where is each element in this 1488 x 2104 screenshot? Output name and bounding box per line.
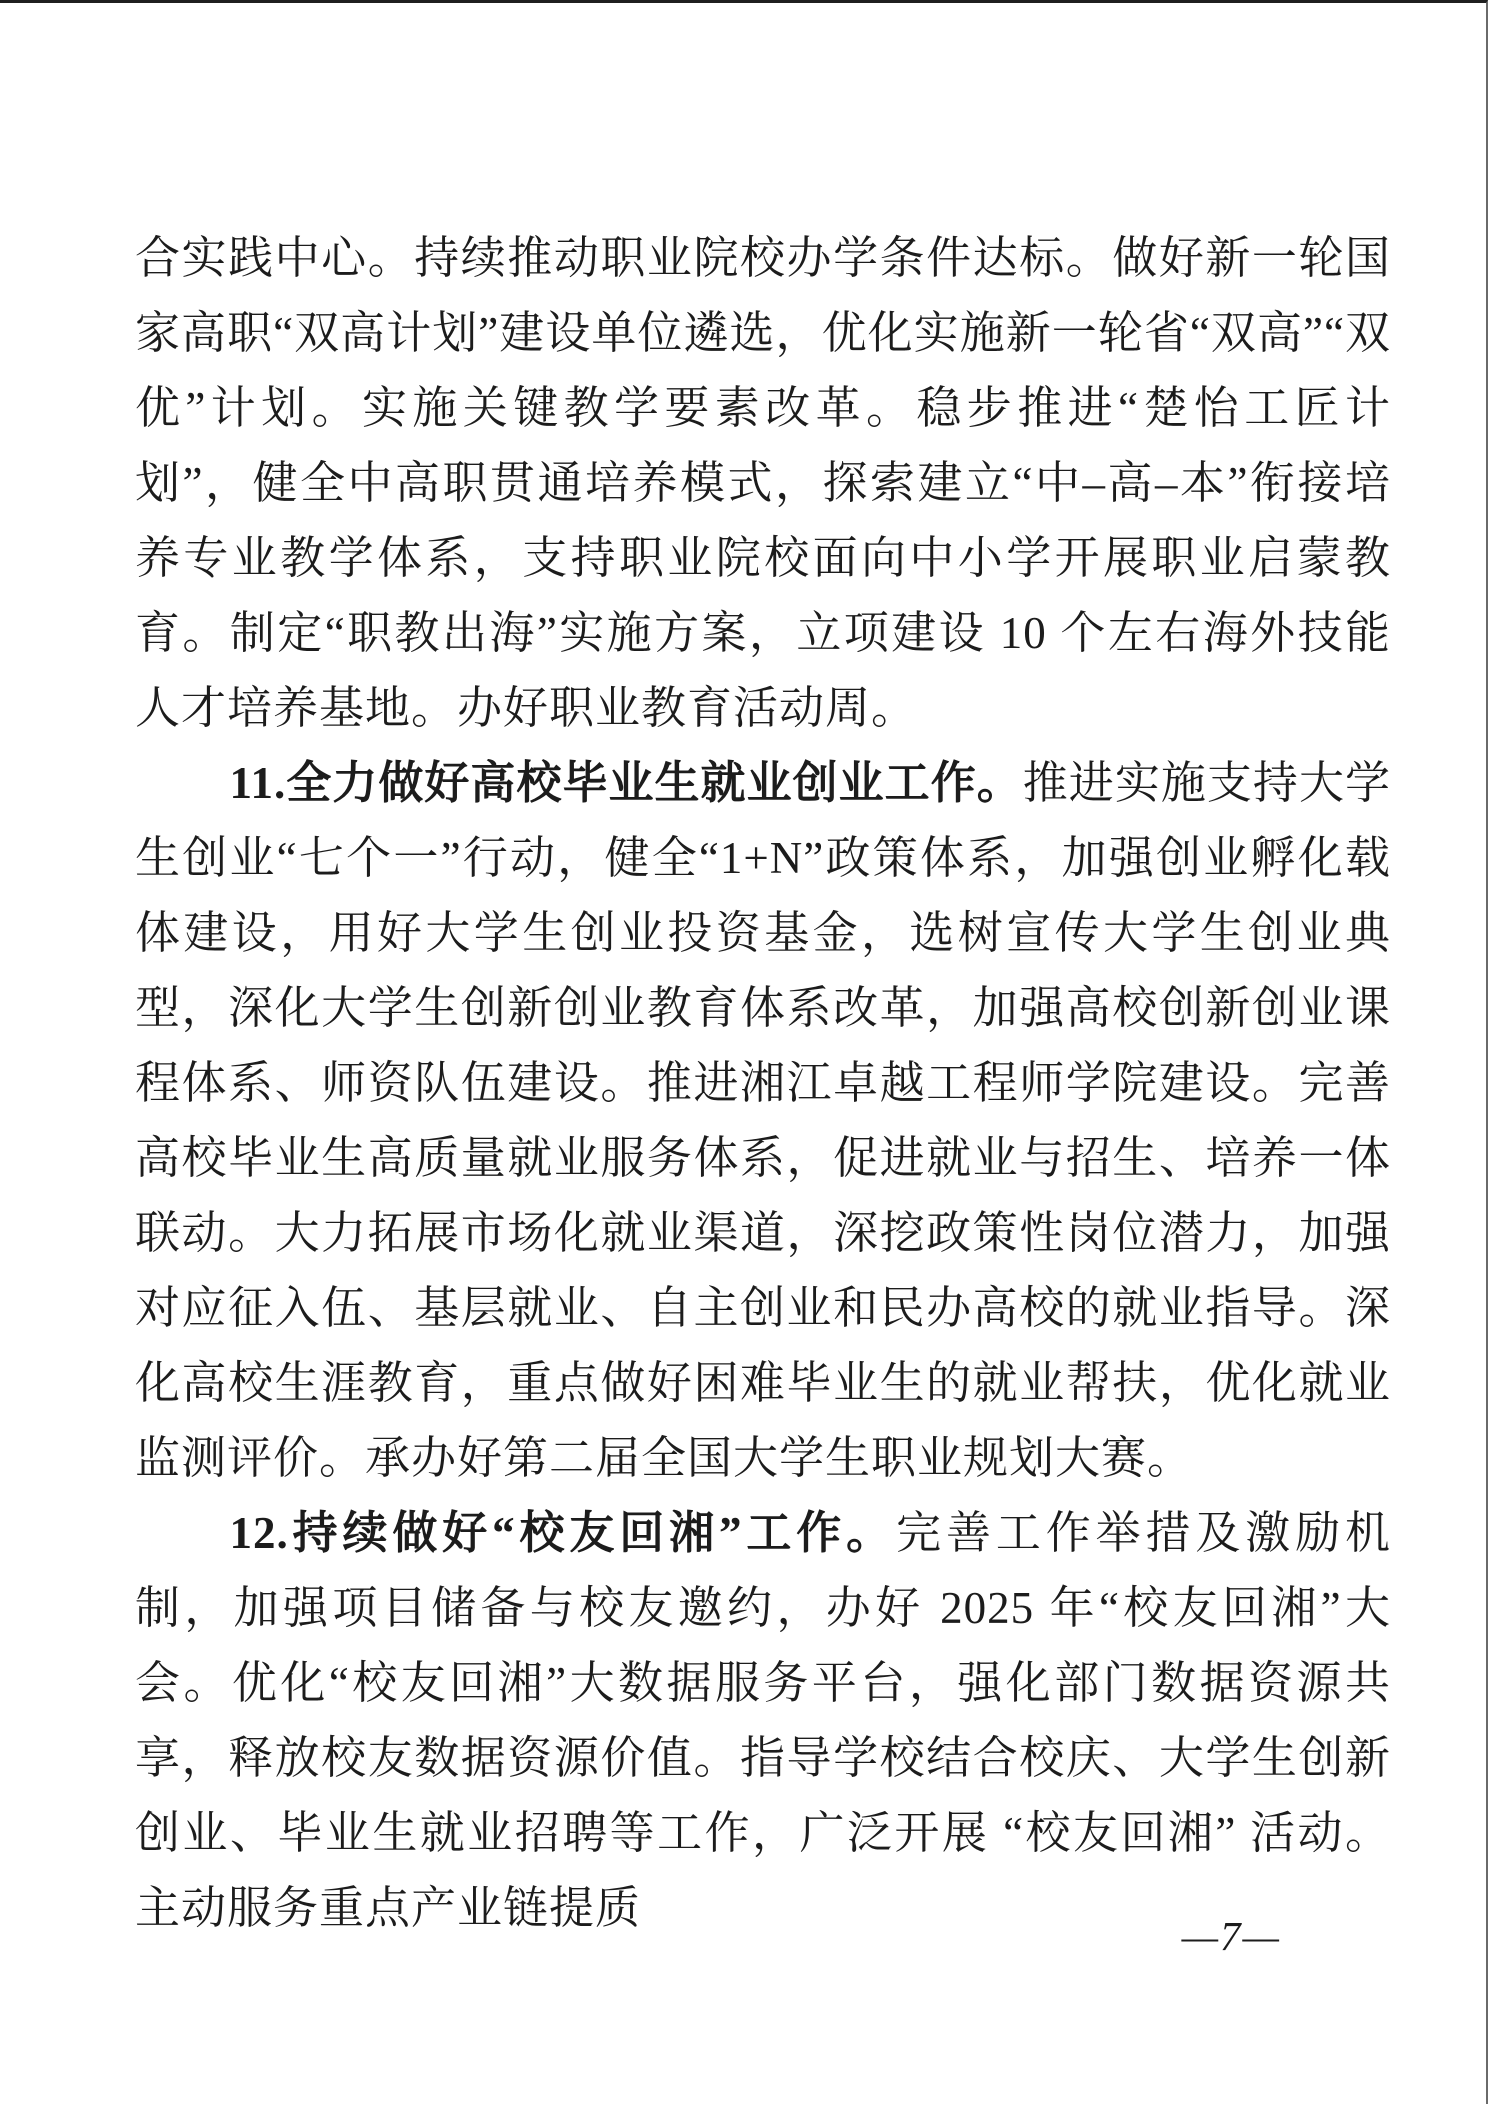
paragraph-text: 完善工作举措及激励机制，加强项目储备与校友邀约，办好 2025 年“校友回湘”大会。优化“校友回湘”大数据服务平台，强化部门数据资源共享，释放校友数据资源价值。指导学校结合校庆、大学生创新创业、毕业生就业招聘等工作，广泛开展 “校友回湘” 活动。主动服务重点产业链提质 xyxy=(135,1508,1391,1933)
paragraph xyxy=(135,1496,1391,1946)
paragraph-lead-sentence: 11.全力做好高校毕业生就业创业工作。 xyxy=(229,758,1023,808)
paragraph-text: 推进实施支持大学生创业“七个一”行动，健全“1+N”政策体系，加强创业孵化载体建设，用好大学生创业投资基金，选树宣传大学生创业典型，深化大学生创新创业教育体系改革，加强高校创新创业课程体系、师资队伍建设。推进湘江卓越工程师学院建设。完善高校毕业生高质量就业服务体系，促进就业与招生、培养一体联动。大力拓展市场化就业渠道，深挖政策性岗位潜力，加强对应征入伍、基层就业、自主创业和民办高校的就业指导。深化高校生涯教育，重点做好困难毕业生的就业帮扶，优化就业监测评价。承办好第二届全国大学生职业规划大赛。 xyxy=(135,758,1391,1483)
paragraph-text: 合实践中心。持续推动职业院校办学条件达标。做好新一轮国家高职“双高计划”建设单位遴选，优化实施新一轮省“双高”“双优”计划。实施关键教学要素改革。稳步推进“楚怡工匠计划”，健全中高职贯通培养模式，探索建立“中–高–本”衔接培养专业教学体系，支持职业院校面向中小学开展职业启蒙教育。制定“职教出海”实施方案，立项建设 10 个左右海外技能人才培养基地。办好职业教育活动周。 xyxy=(135,233,1391,733)
document-body xyxy=(135,221,1391,1946)
paragraph xyxy=(135,221,1391,746)
paragraph xyxy=(135,746,1391,1496)
paragraph-lead-sentence: 12.持续做好“校友回湘”工作。 xyxy=(229,1508,897,1558)
page-number: —7— xyxy=(1181,1913,1281,1959)
